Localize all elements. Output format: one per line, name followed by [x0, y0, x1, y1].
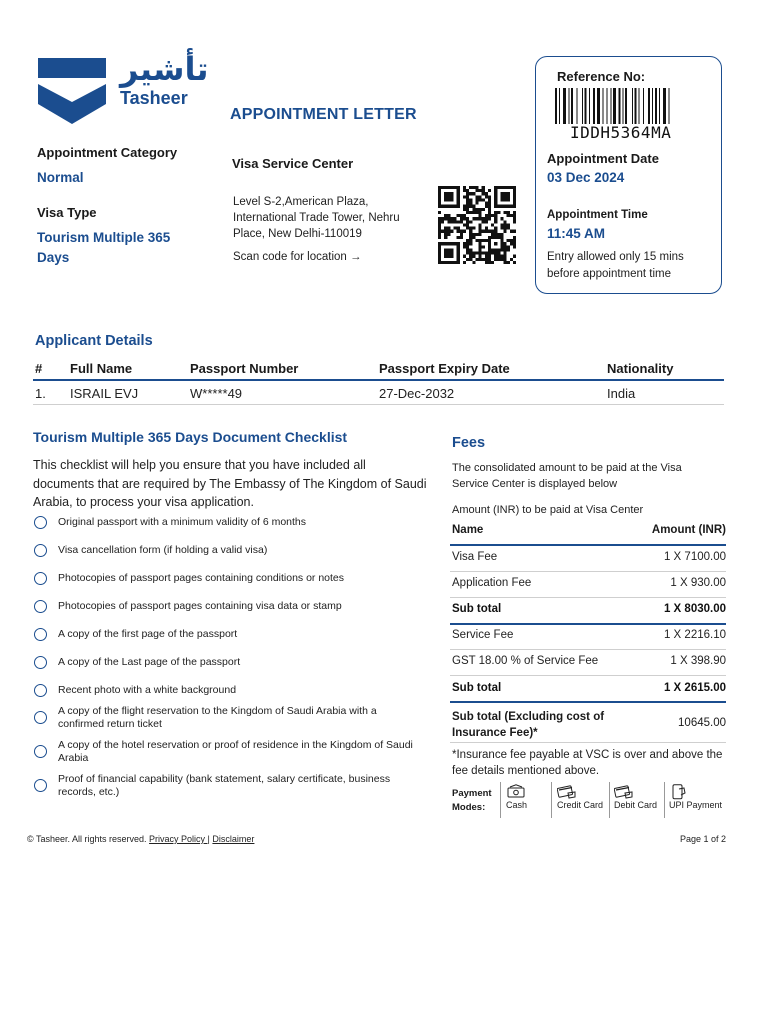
fee-row-divider: [450, 597, 726, 598]
checklist-item-text: [58, 572, 344, 585]
entry-note-line2: before appointment time: [547, 268, 672, 280]
scan-location-text: Scan code for location →: [233, 251, 362, 263]
payment-sep-1: [551, 782, 552, 818]
col-header-nationality: Nationality: [607, 361, 674, 376]
checklist-item-line: A copy of the flight reservation to the Kingdom of Saudi Arabia with a: [58, 705, 377, 717]
checklist-item-line: confirmed return ticket: [58, 717, 162, 730]
privacy-policy-link[interactable]: Privacy Policy |: [149, 834, 210, 844]
applicant-row-divider: [33, 404, 724, 405]
checklist-item[interactable]: [34, 628, 434, 641]
checklist-item-text: [58, 516, 306, 529]
applicant-row-passport-expiry: 27-Dec-2032: [379, 386, 455, 401]
checklist-item-line: Proof of financial capability (bank statement, salary certificate, business: [58, 773, 391, 785]
fee-row: [452, 603, 726, 615]
visa-type-label: Visa Type: [37, 205, 97, 220]
fees-desc-line1: The consolidated amount to be paid at the Visa: [452, 462, 682, 474]
appointment-category-value: Normal: [37, 170, 84, 185]
checklist-item-line: Photocopies of passport pages containing visa data or stamp: [58, 600, 342, 613]
fees-grand-value: 10645.00: [678, 717, 726, 729]
entry-note-line1: Entry allowed only 15 mins: [547, 251, 684, 263]
insurance-note-line1: *Insurance fee payable at VSC is over and above the: [452, 749, 723, 761]
logo-arabic-text: تأشير: [120, 50, 209, 88]
col-header-full-name: Full Name: [70, 361, 133, 376]
fee-row-amount: 1 X 2216.10: [663, 629, 726, 641]
checklist-item[interactable]: [34, 705, 434, 730]
checklist-title: Tourism Multiple 365 Days Document Checklist: [33, 429, 348, 445]
fees-grand-row-divider: [450, 742, 726, 743]
payment-modes-label: [452, 787, 492, 815]
checklist-intro: [33, 456, 427, 512]
checkbox-circle[interactable]: [34, 600, 47, 613]
checkbox-circle[interactable]: [34, 544, 47, 557]
payment-mode-upi: [669, 784, 722, 810]
applicant-row-full-name: ISRAIL EVJ: [70, 386, 139, 401]
fee-row: [452, 551, 726, 563]
payment-sep-3: [664, 782, 665, 818]
checklist-intro-line2: documents that are required by The Embassy of The Kingdom of Saudi: [33, 476, 427, 491]
appointment-category-label: Appointment Category: [37, 145, 178, 160]
checklist-item[interactable]: [34, 656, 434, 669]
fee-row-name: Sub total: [452, 603, 502, 615]
fee-row-amount: 1 X 2615.00: [663, 682, 726, 694]
debit-card-icon: [614, 784, 634, 800]
location-qr-code[interactable]: [438, 186, 516, 264]
reference-barcode: [555, 88, 703, 124]
payment-mode-cash-label: Cash: [506, 800, 528, 810]
vsc-address-line3: Place, New Delhi-110019: [233, 228, 362, 240]
payment-mode-debit-card: [614, 784, 657, 810]
checklist-item[interactable]: [34, 773, 434, 798]
checkbox-circle[interactable]: [34, 656, 47, 669]
fee-row-amount: 1 X 7100.00: [663, 551, 726, 563]
checklist-item-text: [58, 544, 267, 557]
checklist-item[interactable]: [34, 600, 434, 613]
col-header-index: #: [35, 361, 43, 376]
checklist-item-line: Visa cancellation form (if holding a valid visa): [58, 544, 268, 557]
credit-card-icon: [557, 784, 577, 800]
checklist-item-line: Photocopies of passport pages containing conditions or notes: [58, 572, 345, 585]
fee-row-name: Sub total: [452, 682, 502, 694]
payment-modes-label-line2: Modes:: [452, 802, 486, 813]
reference-label: Reference No:: [557, 69, 646, 84]
checkbox-circle[interactable]: [34, 779, 47, 792]
vsc-address-line2: International Trade Tower, Nehru: [233, 212, 400, 224]
checkbox-circle[interactable]: [34, 711, 47, 724]
checklist-item-text: [58, 684, 236, 697]
payment-sep-0: [500, 782, 501, 818]
appointment-time-value: 11:45 AM: [547, 226, 606, 241]
fee-row: [452, 629, 726, 641]
fees-desc-line2: Service Center is displayed below: [452, 478, 618, 490]
checklist-item-text: [58, 773, 390, 798]
checklist-item[interactable]: [34, 516, 434, 529]
checklist-item-line: Arabia: [58, 751, 89, 764]
vsc-address-line1: Level S-2,American Plaza,: [233, 196, 369, 208]
fees-grand-label: [452, 710, 604, 741]
fees-grand-divider: [450, 701, 726, 703]
payment-mode-credit-card: [557, 784, 603, 810]
page-number: Page 1 of 2: [679, 834, 726, 844]
applicant-header-divider: [33, 379, 724, 381]
checkbox-circle[interactable]: [34, 516, 47, 529]
payment-sep-2: [609, 782, 610, 818]
fee-row-amount: 1 X 8030.00: [663, 603, 726, 615]
fee-row-name: Application Fee: [452, 577, 532, 589]
appointment-date-value: 03 Dec 2024: [547, 170, 625, 185]
applicant-row-nationality: India: [607, 386, 636, 401]
fees-amount-caption: Amount (INR) to be paid at Visa Center: [452, 504, 644, 516]
fee-row: [452, 655, 726, 667]
col-header-passport-expiry: Passport Expiry Date: [379, 361, 510, 376]
fee-row-name: GST 18.00 % of Service Fee: [452, 655, 599, 667]
checklist-intro-line3: Arabia, to process your visa application.: [33, 495, 254, 509]
fee-row-divider: [450, 675, 726, 676]
fees-header-amount: Amount (INR): [651, 524, 726, 536]
footer-left: [27, 834, 254, 844]
applicant-details-title: Applicant Details: [35, 333, 153, 349]
visa-type-value-line2: Days: [37, 250, 70, 265]
checkbox-circle[interactable]: [34, 745, 47, 758]
page-title: APPOINTMENT LETTER: [230, 106, 417, 123]
checklist-intro-line1: This checklist will help you ensure that you have included all: [33, 458, 366, 472]
checklist-item-line: Original passport with a minimum validity of 6 months: [58, 516, 307, 529]
payment-mode-cash: [506, 784, 527, 810]
applicant-row-index: 1.: [35, 386, 46, 401]
applicant-row-passport-number: W*****49: [190, 386, 243, 401]
checklist-item[interactable]: [34, 544, 434, 557]
checklist-item-text: [58, 739, 413, 764]
payment-mode-credit-card-label: Credit Card: [557, 800, 604, 810]
upi-phone-icon: [669, 784, 689, 800]
fees-header-name: Name: [452, 524, 484, 536]
checkbox-circle[interactable]: [34, 572, 47, 585]
checklist-item-text: [58, 705, 377, 730]
fee-row: [452, 682, 726, 694]
checklist-item-line: A copy of the Last page of the passport: [58, 656, 241, 669]
tasheer-logo-icon: [38, 58, 106, 124]
checklist-item-line: Recent photo with a white background: [58, 684, 237, 697]
checklist-item-line: records, etc.): [58, 785, 120, 798]
checklist-item-text: [58, 628, 237, 641]
checkbox-circle[interactable]: [34, 628, 47, 641]
vsc-label: Visa Service Center: [232, 156, 354, 171]
appointment-time-label: Appointment Time: [547, 209, 648, 221]
payment-mode-debit-card-label: Debit Card: [614, 800, 658, 810]
fee-row: [452, 577, 726, 589]
checklist-item[interactable]: [34, 739, 434, 764]
insurance-note-line2: fee details mentioned above.: [452, 765, 600, 777]
fee-row-name: Service Fee: [452, 629, 514, 641]
footer-copyright: © Tasheer. All rights reserved.: [27, 834, 147, 844]
fees-title: Fees: [452, 435, 486, 451]
checklist-item[interactable]: [34, 572, 434, 585]
appointment-date-label: Appointment Date: [547, 151, 659, 166]
checkbox-circle[interactable]: [34, 684, 47, 697]
checklist-item-line: A copy of the first page of the passport: [58, 628, 238, 641]
checklist-item-line: A copy of the hotel reservation or proof of residence in the Kingdom of Saudi: [58, 739, 413, 751]
fee-row-divider: [450, 571, 726, 572]
fees-grand-label-line1: Sub total (Excluding cost of: [452, 711, 605, 723]
checklist-item[interactable]: [34, 684, 434, 697]
fee-row-divider: [450, 623, 726, 625]
reference-code: IDDH5364MA: [570, 123, 672, 142]
payment-mode-upi-label: UPI Payment: [669, 800, 723, 810]
logo-latin-text: Tasheer: [120, 88, 188, 108]
fees-header-divider: [450, 544, 726, 546]
fees-grand-label-line2: Insurance Fee)*: [452, 726, 538, 739]
fee-row-divider: [450, 649, 726, 650]
disclaimer-link[interactable]: Disclaimer: [212, 834, 255, 844]
fee-row-name: Visa Fee: [452, 551, 498, 563]
checklist-item-text: [58, 600, 342, 613]
payment-modes-label-line1: Payment: [452, 788, 492, 799]
checklist-item-text: [58, 656, 240, 669]
fee-row-amount: 1 X 398.90: [670, 655, 726, 667]
col-header-passport-number: Passport Number: [190, 361, 299, 376]
cash-icon: [506, 784, 526, 800]
visa-type-value-line1: Tourism Multiple 365: [37, 230, 171, 245]
fee-row-amount: 1 X 930.00: [670, 577, 726, 589]
